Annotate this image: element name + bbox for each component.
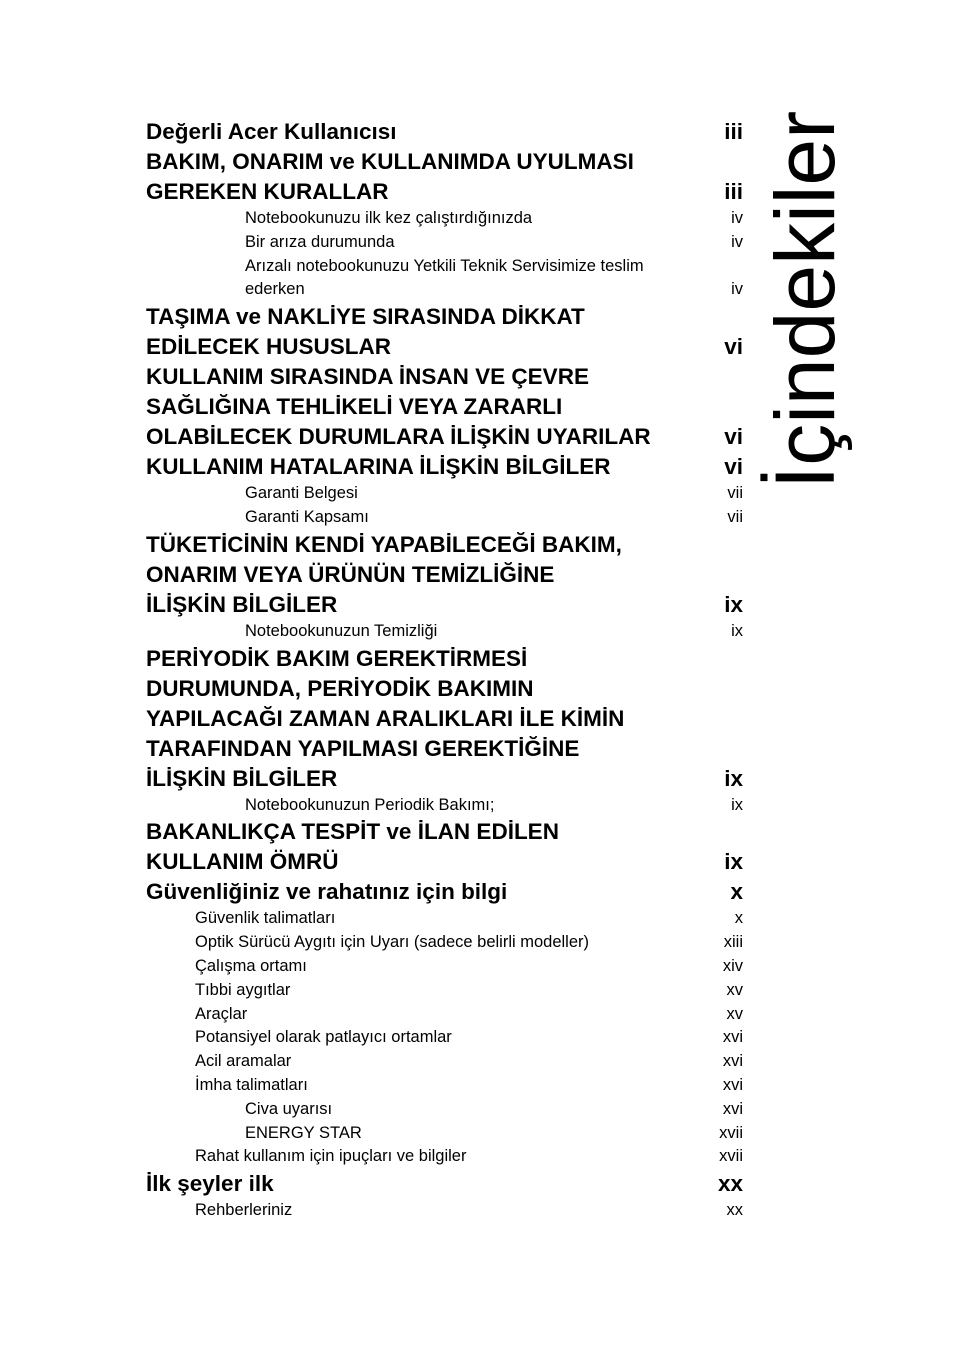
- toc-entry-level-1: KULLANIM ÖMRÜ: [146, 849, 339, 875]
- toc-page-number: xx: [717, 1171, 743, 1197]
- toc-entry-level-1: OLABİLECEK DURUMLARA İLİŞKİN UYARILAR: [146, 424, 651, 450]
- toc-entry-level-2: Çalışma ortamı: [195, 957, 307, 975]
- toc-page-number: xvi: [722, 1028, 743, 1047]
- toc-page-number: vii: [727, 484, 743, 503]
- toc-page-number: ix: [724, 591, 743, 617]
- toc-entry-level-2: Potansiyel olarak patlayıcı ortamlar: [195, 1028, 452, 1047]
- side-title: İçindekiler: [758, 110, 852, 490]
- toc-page-number: xiv: [722, 957, 743, 975]
- toc-page-number: iii: [724, 179, 743, 204]
- toc-entry-level-3: ederken: [245, 280, 305, 299]
- toc-entry-level-1: SAĞLIĞINA TEHLİKELİ VEYA ZARARLI: [146, 394, 563, 420]
- toc-entry-level-2: Acil aramalar: [195, 1052, 292, 1071]
- toc-page-number: ix: [731, 621, 743, 640]
- toc-page-number: xv: [726, 980, 743, 999]
- toc-page-number: iv: [731, 209, 743, 227]
- toc-entry-level-1: BAKIM, ONARIM ve KULLANIMDA UYULMASI: [146, 149, 634, 174]
- toc-entry-level-2: İmha talimatları: [195, 1076, 308, 1094]
- toc-entry-level-1: TARAFINDAN YAPILMASI GEREKTİĞİNE: [146, 735, 580, 761]
- toc-entry-level-1: İlk şeyler ilk: [146, 1171, 274, 1197]
- toc-entry-level-3: Garanti Kapsamı: [245, 508, 369, 526]
- toc-entry-level-1: TAŞIMA ve NAKLİYE SIRASINDA DİKKAT: [146, 304, 585, 330]
- toc-page-number: xiii: [723, 933, 743, 952]
- toc-entry-level-2: Rahat kullanım için ipuçları ve bilgiler: [195, 1147, 467, 1166]
- toc-page-number: xvi: [722, 1052, 743, 1071]
- toc-entry-level-2: Araçlar: [195, 1004, 248, 1023]
- toc-entry-level-3: Civa uyarısı: [245, 1099, 333, 1118]
- toc-entry-level-2: Optik Sürücü Aygıtı için Uyarı (sadece belirli modeller): [195, 933, 590, 952]
- toc-page-number: xvi: [722, 1099, 743, 1118]
- toc-page-number: x: [730, 879, 743, 905]
- toc-entry-level-3: Arızalı notebookunuzu Yetkili Teknik Servisimize teslim: [245, 256, 644, 275]
- toc-entry-level-3: Garanti Belgesi: [245, 484, 358, 503]
- toc-entry-level-1: EDİLECEK HUSUSLAR: [146, 334, 392, 360]
- toc-page-number: vii: [727, 508, 743, 526]
- toc-page-number: iv: [731, 280, 743, 299]
- toc-entry-level-1: KULLANIM SIRASINDA İNSAN VE ÇEVRE: [146, 364, 589, 390]
- toc-entry-level-1: KULLANIM HATALARINA İLİŞKİN BİLGİLER: [146, 454, 611, 480]
- toc-page-number: ix: [724, 849, 743, 875]
- toc-entry-level-2: Güvenlik talimatları: [195, 909, 336, 928]
- toc-page-number: ix: [724, 765, 743, 791]
- toc-page-number: vi: [724, 454, 743, 480]
- toc-page-number: ix: [731, 795, 743, 814]
- toc-entry-level-1: ONARIM VEYA ÜRÜNÜN TEMİZLİĞİNE: [146, 561, 555, 587]
- toc-page-number: vi: [724, 424, 743, 450]
- toc-entry-level-1: İLİŞKİN BİLGİLER: [146, 765, 338, 791]
- toc-page-number: x: [734, 909, 743, 928]
- toc-page-number: xv: [726, 1004, 743, 1023]
- toc-entry-level-1: DURUMUNDA, PERİYODİK BAKIMIN: [146, 675, 534, 701]
- toc-page-number: xvii: [719, 1123, 743, 1142]
- toc-page-number: iii: [724, 119, 743, 144]
- toc-entry-level-1: İLİŞKİN BİLGİLER: [146, 591, 338, 617]
- toc-entry-level-1: Değerli Acer Kullanıcısı: [146, 119, 397, 144]
- toc-entry-level-2: Rehberleriniz: [195, 1201, 293, 1220]
- toc-entry-level-3: Notebookunuzu ilk kez çalıştırdığınızda: [245, 209, 533, 227]
- toc-page-number: xvii: [719, 1147, 743, 1166]
- toc-page-number: iv: [731, 232, 743, 251]
- toc-entry-level-3: Notebookunuzun Periodik Bakımı;: [245, 795, 495, 814]
- toc-entry-level-3: Bir arıza durumunda: [245, 232, 395, 251]
- toc-entry-level-1: Güvenliğiniz ve rahatınız için bilgi: [146, 879, 508, 905]
- toc-page-number: xvi: [722, 1076, 743, 1094]
- toc-entry-level-2: Tıbbi aygıtlar: [195, 980, 291, 999]
- toc-entry-level-1: TÜKETİCİNİN KENDİ YAPABİLECEĞİ BAKIM,: [146, 531, 622, 557]
- toc-page-number: xx: [726, 1201, 743, 1220]
- toc-entry-level-3: ENERGY STAR: [245, 1123, 362, 1142]
- toc-entry-level-1: YAPILACAĞI ZAMAN ARALIKLARI İLE KİMİN: [146, 705, 625, 731]
- toc-entry-level-1: GEREKEN KURALLAR: [146, 179, 389, 204]
- toc-entry-level-1: BAKANLIKÇA TESPİT ve İLAN EDİLEN: [146, 819, 559, 845]
- toc-page-number: vi: [724, 334, 743, 360]
- toc-entry-level-1: PERİYODİK BAKIM GEREKTİRMESİ: [146, 645, 528, 671]
- toc-entry-level-3: Notebookunuzun Temizliği: [245, 621, 438, 640]
